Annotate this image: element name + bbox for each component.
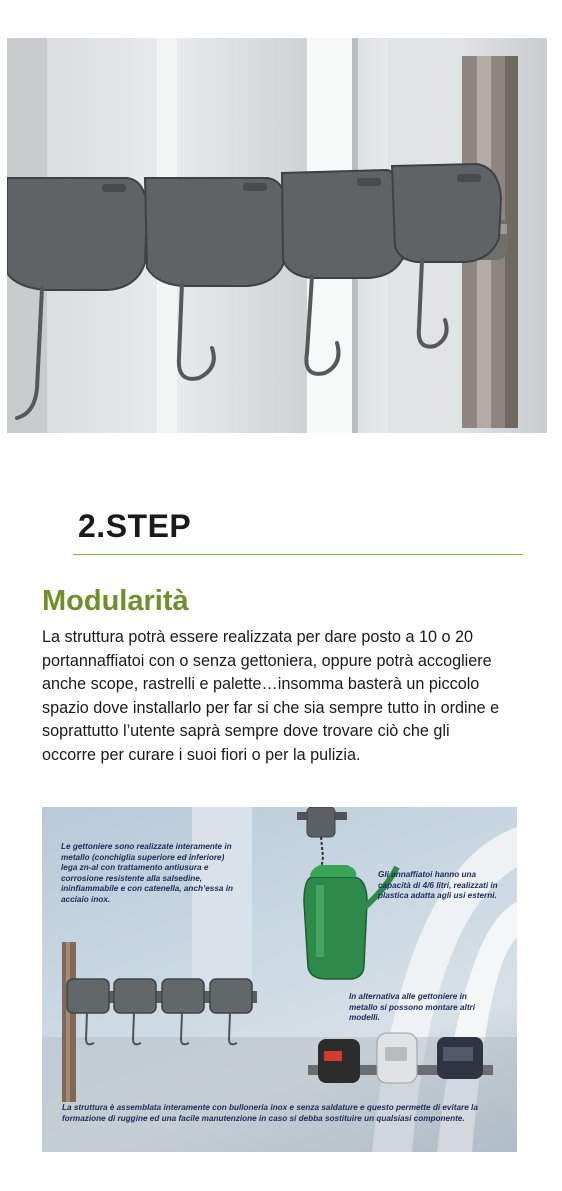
- wall-mounted-watering-can-dispensers-photo: [7, 38, 547, 433]
- caption-structure: La struttura è assemblata interamente con bulloneria inox e senza saldature e questo permette di evitare la formazione di ruggine ed una facile manutenzione in caso si debba sostituire un qualsiasi componente.: [62, 1103, 478, 1123]
- step-title: 2.STEP: [78, 508, 192, 544]
- section-body: La struttura potrà essere realizzata per dare posto a 10 o 20 portannaffiatoi con o senza gettoniera, oppure potrà accogliere anche scope, rastrelli e palette…insomma basterà un piccolo spazio dove installarlo per far si che sia sempre tutto in ordine e soprattutto l’utente saprà sempre dove trovare ciò che gli occorre per curare i suoi fiori o per la pulizia.: [42, 628, 500, 764]
- section-divider: [73, 554, 523, 555]
- caption-dispensers: Le gettoniere sono realizzate interamente in metallo (conchiglia superiore ed inferiore) lega zn-al con trattamento antiusura e corrosione resistente alla salsedine, ininfiammabile e con catenella, anch’essa in acciaio inox.: [61, 842, 234, 904]
- caption-watering-cans: Gli annaffiatoi hanno una capacità di 4/6 litri, realizzati in plastica adatta agli usi esterni.: [378, 870, 498, 901]
- info-photo: [42, 807, 517, 1152]
- caption-alternative-models: In alternativa alle gettoniere in metallo si possono montare altri modelli.: [349, 992, 476, 1023]
- section-title: Modularità: [42, 585, 189, 617]
- hero-photo: [7, 38, 547, 433]
